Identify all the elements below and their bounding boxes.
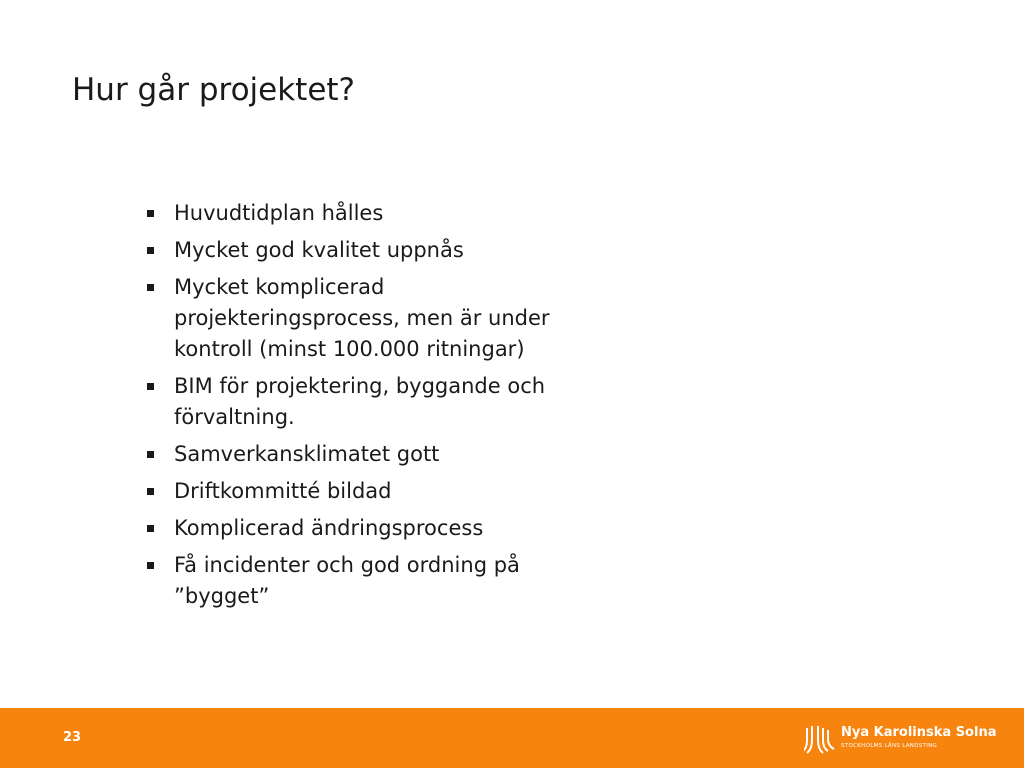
bullet-text: Samverkansklimatet gott: [174, 442, 440, 466]
square-bullet-icon: [147, 488, 154, 495]
bullet-item: [147, 272, 667, 365]
bullet-item: [147, 371, 667, 433]
nks-logo-icon: [804, 724, 838, 754]
bullet-item: [147, 198, 667, 229]
nks-logo: [804, 724, 1004, 756]
bullet-item: [147, 439, 667, 470]
bullet-item: [147, 513, 667, 544]
bullet-text: BIM för projektering, byggande och förvaltning.: [174, 374, 546, 429]
bullet-text: Driftkommitté bildad: [174, 479, 392, 503]
page-number: 23: [63, 730, 82, 745]
square-bullet-icon: [147, 562, 154, 569]
logo-subtitle: STOCKHOLMS LÄNS LANDSTING: [841, 743, 938, 749]
bullet-list: [147, 198, 667, 618]
square-bullet-icon: [147, 525, 154, 532]
bullet-text: Få incidenter och god ordning på ”bygget”: [174, 553, 520, 608]
bullet-text: Komplicerad ändringsprocess: [174, 516, 484, 540]
square-bullet-icon: [147, 284, 154, 291]
square-bullet-icon: [147, 383, 154, 390]
bullet-item: [147, 476, 667, 507]
bullet-item: [147, 550, 667, 612]
bullet-text: Mycket god kvalitet uppnås: [174, 238, 464, 262]
square-bullet-icon: [147, 451, 154, 458]
bullet-text: Huvudtidplan hålles: [174, 201, 384, 225]
logo-name: Nya Karolinska Solna: [841, 725, 997, 740]
footer-bar: [0, 708, 1024, 768]
bullet-item: [147, 235, 667, 266]
square-bullet-icon: [147, 210, 154, 217]
slide-title: Hur går projektet?: [72, 72, 356, 108]
bullet-text: Mycket komplicerad projekteringsprocess, men är under kontroll (minst 100.000 ritningar): [174, 275, 550, 361]
square-bullet-icon: [147, 247, 154, 254]
